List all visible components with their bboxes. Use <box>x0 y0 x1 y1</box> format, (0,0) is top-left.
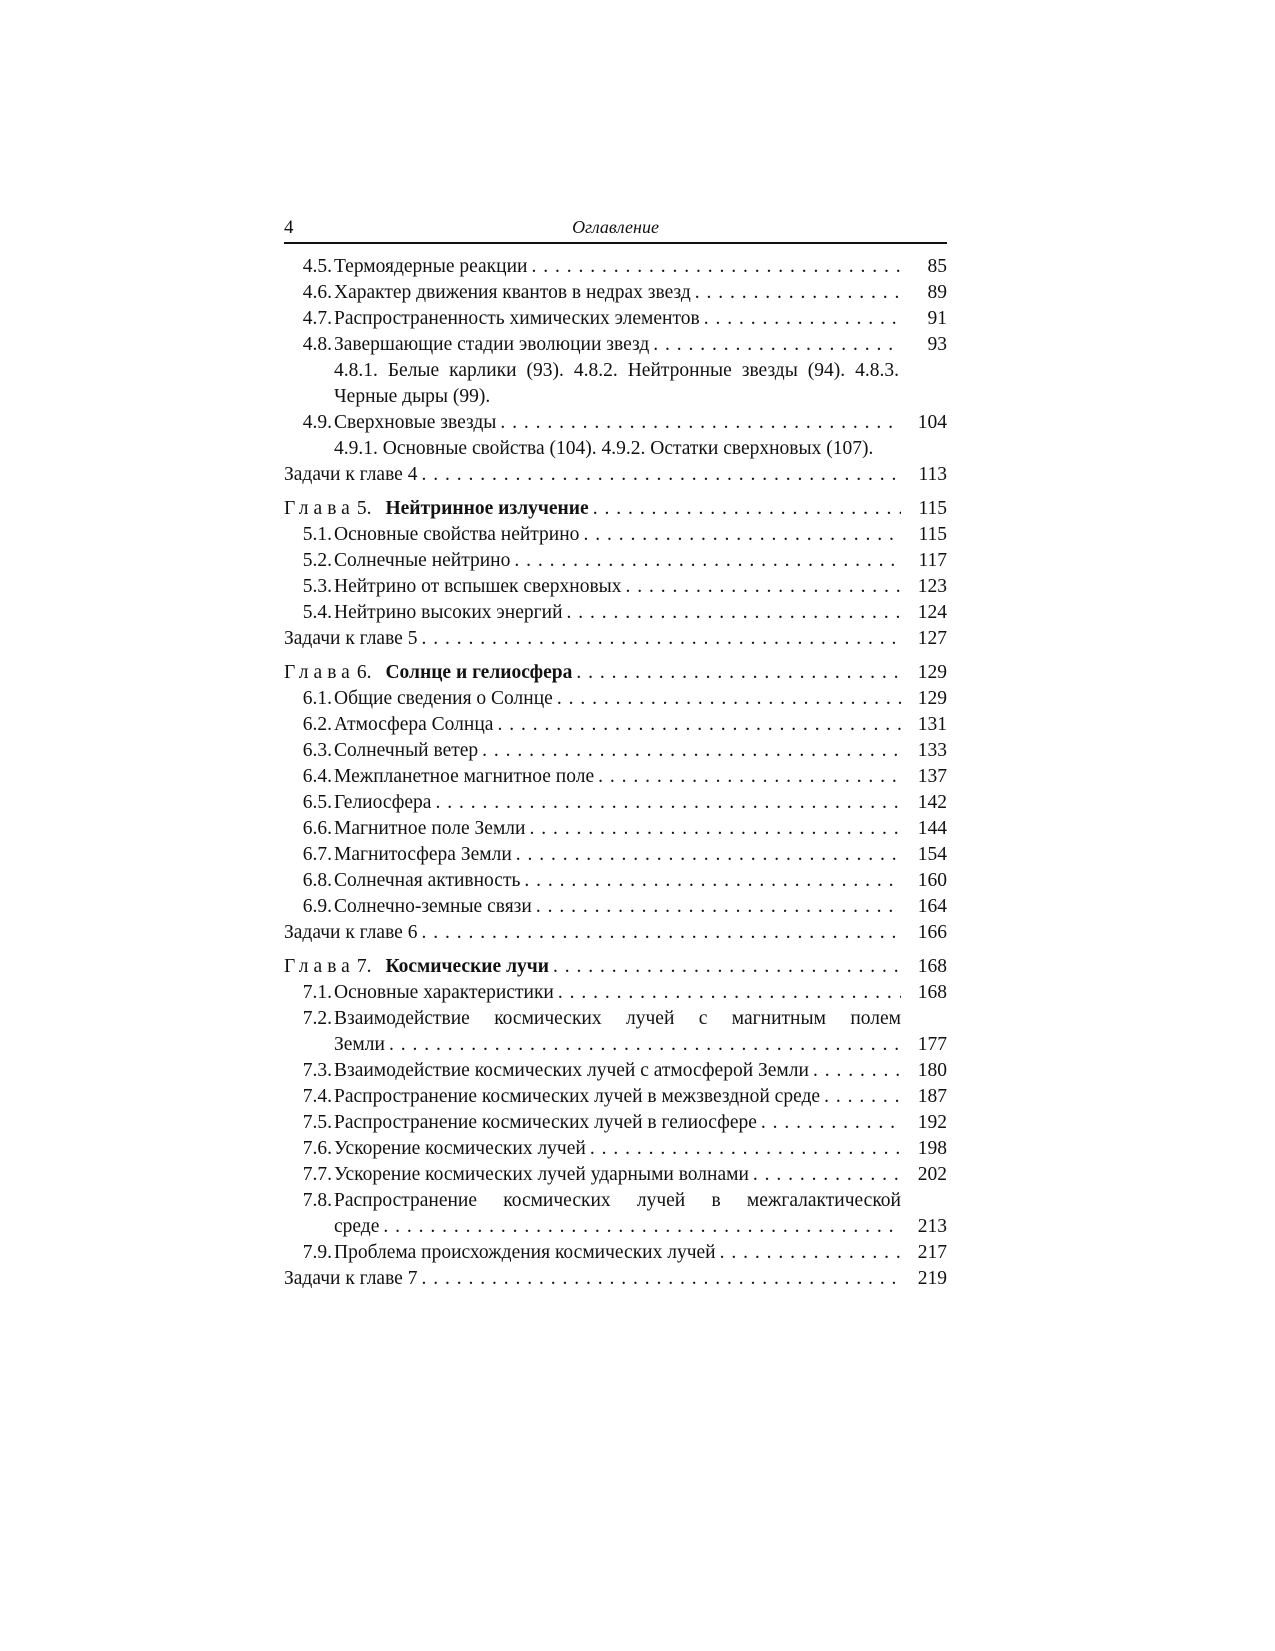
toc-entry[interactable] <box>284 738 947 764</box>
subsection-list[interactable]: 4.9.1. Основные свойства (104). 4.9.2. Остатки сверхновых (107). <box>334 438 874 459</box>
section-title: Ускорение космических лучей <box>334 1138 586 1159</box>
toc-entry[interactable] <box>284 842 947 868</box>
dot-leader <box>529 816 901 842</box>
dot-leader <box>421 462 901 488</box>
page-ref: 168 <box>917 956 947 977</box>
chapter-number: 5. <box>356 498 372 519</box>
dot-leader <box>514 548 901 574</box>
problems-entry[interactable] <box>284 1266 947 1292</box>
dot-leader <box>383 1214 901 1240</box>
title-word: космических <box>494 1008 602 1029</box>
page-ref: 131 <box>917 714 947 735</box>
section-title: Термоядерные реакции <box>334 256 528 277</box>
page-ref: 123 <box>917 576 947 597</box>
title-word: лучей <box>636 1190 686 1211</box>
toc-entry[interactable] <box>284 1136 947 1162</box>
problems-title: Задачи к главе 6 <box>284 922 418 943</box>
dot-leader <box>389 1032 901 1058</box>
page-ref: 129 <box>917 688 947 709</box>
section-number: 5.1. <box>302 524 332 545</box>
section-title: Ускорение космических лучей ударными волнами <box>334 1164 749 1185</box>
dot-leader <box>557 686 901 712</box>
section-number: 6.4. <box>302 766 332 787</box>
section-number: 4.7. <box>302 308 332 329</box>
toc-entry[interactable] <box>284 522 947 548</box>
page-ref: 142 <box>917 792 947 813</box>
problems-title: Задачи к главе 7 <box>284 1268 418 1289</box>
page-ref: 192 <box>917 1112 947 1133</box>
problems-title: Задачи к главе 5 <box>284 628 418 649</box>
section-title-line1 <box>332 1006 947 1032</box>
section-title: Распространение космических лучей в межзвездной среде <box>334 1086 821 1107</box>
page-ref: 91 <box>927 308 947 329</box>
page-ref: 166 <box>917 922 947 943</box>
toc-entry[interactable] <box>284 1084 947 1110</box>
dot-leader <box>497 712 901 738</box>
toc-entry[interactable] <box>284 980 947 1006</box>
toc-entry[interactable] <box>284 306 947 332</box>
page-ref: 168 <box>917 982 947 1003</box>
section-number: 7.6. <box>302 1138 332 1159</box>
toc-entry[interactable] <box>284 1162 947 1188</box>
section-number: 6.6. <box>302 818 332 839</box>
page-ref: 93 <box>927 334 947 355</box>
section-title: Магнитное поле Земли <box>334 818 526 839</box>
title-word: магнитным <box>731 1008 826 1029</box>
section-number: 7.7. <box>302 1164 332 1185</box>
dot-leader <box>553 954 901 980</box>
table-of-contents <box>284 254 947 1292</box>
dot-leader <box>567 600 901 626</box>
section-number: 4.8. <box>302 334 332 355</box>
dot-leader <box>720 1240 901 1266</box>
dot-leader <box>576 660 901 686</box>
title-word: межгалактической <box>746 1190 901 1211</box>
title-word: с <box>698 1008 708 1029</box>
dot-leader <box>516 842 901 868</box>
section-title: Магнитосфера Земли <box>334 844 512 865</box>
dot-leader <box>558 980 901 1006</box>
page-number: 4 <box>284 217 294 238</box>
page-ref: 104 <box>917 412 947 433</box>
page-ref: 198 <box>917 1138 947 1159</box>
page-ref: 89 <box>927 282 947 303</box>
page-ref: 213 <box>917 1216 947 1237</box>
section-number: 7.2. <box>302 1008 332 1029</box>
toc-entry[interactable] <box>284 600 947 626</box>
section-title: Атмосфера Солнца <box>334 714 494 735</box>
section-title: Распространение космических лучей в гелиосфере <box>334 1112 757 1133</box>
chapter-title: Космические лучи <box>385 956 549 977</box>
dot-leader <box>598 764 901 790</box>
page-ref: 217 <box>917 1242 947 1263</box>
subsection-list[interactable]: 4.8.1. Белые карлики (93). 4.8.2. Нейтронные звезды (94). 4.8.3. Черные дыры (99). <box>334 360 899 407</box>
section-title: Характер движения квантов в недрах звезд <box>334 282 691 303</box>
chapter-title: Нейтринное излучение <box>385 498 589 519</box>
running-title: Оглавление <box>572 217 659 237</box>
dot-leader <box>593 496 901 522</box>
section-number: 7.8. <box>302 1190 332 1211</box>
dot-leader <box>421 920 901 946</box>
title-word: полем <box>850 1008 901 1029</box>
problems-entry[interactable] <box>284 626 947 652</box>
toc-entry[interactable] <box>284 816 947 842</box>
chapter-number: 7. <box>356 956 372 977</box>
toc-entry[interactable] <box>284 332 947 358</box>
toc-entry[interactable] <box>284 410 947 436</box>
toc-entry[interactable] <box>284 254 947 280</box>
chapter-number: 6. <box>356 662 372 683</box>
page-ref: 113 <box>918 464 947 485</box>
dot-leader <box>695 280 901 306</box>
toc-entry[interactable] <box>284 280 947 306</box>
dot-leader <box>421 1266 901 1292</box>
page-ref: 115 <box>918 524 947 545</box>
section-title: Солнечные нейтрино <box>334 550 511 571</box>
page-ref: 219 <box>917 1268 947 1289</box>
section-title: Основные свойства нейтрино <box>334 524 580 545</box>
section-number: 4.5. <box>302 256 332 277</box>
section-number: 5.2. <box>302 550 332 571</box>
section-title-line2: среде <box>334 1216 380 1237</box>
dot-leader <box>421 626 901 652</box>
running-header <box>284 212 947 244</box>
page-ref: 85 <box>927 256 947 277</box>
section-number: 7.3. <box>302 1060 332 1081</box>
dot-leader <box>524 868 901 894</box>
section-title: Солнечно-земные связи <box>334 896 532 917</box>
section-title: Солнечный ветер <box>334 740 479 761</box>
dot-leader <box>482 738 901 764</box>
toc-entry[interactable] <box>284 1006 947 1058</box>
chapter-word: Глава <box>284 662 355 683</box>
dot-leader <box>761 1110 901 1136</box>
toc-entry[interactable] <box>284 764 947 790</box>
chapter-word: Глава <box>284 498 355 519</box>
problems-entry[interactable] <box>284 462 947 488</box>
chapter-heading[interactable] <box>284 954 947 980</box>
section-number: 7.4. <box>302 1086 332 1107</box>
page-ref: 124 <box>917 602 947 623</box>
section-title: Солнечная активность <box>334 870 521 891</box>
dot-leader <box>824 1084 901 1110</box>
title-word: Распространение <box>334 1190 478 1211</box>
page-ref: 160 <box>917 870 947 891</box>
section-title-line2: Земли <box>334 1034 385 1055</box>
dot-leader <box>583 522 901 548</box>
dot-leader <box>590 1136 901 1162</box>
toc-entry[interactable] <box>284 1058 947 1084</box>
title-word: в <box>711 1190 721 1211</box>
toc-entry[interactable] <box>284 548 947 574</box>
chapter-heading[interactable] <box>284 496 947 522</box>
dot-leader <box>536 894 901 920</box>
toc-entry[interactable] <box>284 1240 947 1266</box>
section-title: Взаимодействие космических лучей с атмосферой Земли <box>334 1060 809 1081</box>
toc-entry[interactable] <box>284 790 947 816</box>
title-word: лучей <box>626 1008 675 1029</box>
section-title: Сверхновые звезды <box>334 412 497 433</box>
section-title: Гелиосфера <box>334 792 432 813</box>
page-ref: 127 <box>917 628 947 649</box>
section-number: 6.5. <box>302 792 332 813</box>
page-ref: 164 <box>917 896 947 917</box>
problems-entry[interactable] <box>284 920 947 946</box>
problems-title: Задачи к главе 4 <box>284 464 418 485</box>
page-ref: 202 <box>917 1164 947 1185</box>
dot-leader <box>500 410 901 436</box>
toc-entry[interactable] <box>284 686 947 712</box>
chapter-heading[interactable] <box>284 660 947 686</box>
page-ref: 180 <box>917 1060 947 1081</box>
toc-entry[interactable] <box>284 574 947 600</box>
section-title-line1 <box>332 1188 947 1214</box>
section-title: Общие сведения о Солнце <box>334 688 553 709</box>
section-title: Распространенность химических элементов <box>334 308 700 329</box>
page-ref: 115 <box>918 498 947 519</box>
page-ref: 117 <box>918 550 947 571</box>
page-ref: 144 <box>917 818 947 839</box>
section-title: Нейтрино от вспышек сверхновых <box>334 576 622 597</box>
page-ref: 177 <box>917 1034 947 1055</box>
page-ref: 133 <box>917 740 947 761</box>
page-ref: 129 <box>917 662 947 683</box>
section-title: Нейтрино высоких энергий <box>334 602 563 623</box>
page-ref: 154 <box>917 844 947 865</box>
section-title: Завершающие стадии эволюции звезд <box>334 334 650 355</box>
section-title: Основные характеристики <box>334 982 554 1003</box>
section-number: 5.4. <box>302 602 332 623</box>
toc-entry[interactable] <box>284 868 947 894</box>
dot-leader <box>626 574 901 600</box>
section-number: 7.1. <box>302 982 332 1003</box>
page-ref: 187 <box>917 1086 947 1107</box>
section-number: 7.5. <box>302 1112 332 1133</box>
section-number: 4.9. <box>302 412 332 433</box>
section-number: 6.7. <box>302 844 332 865</box>
section-number: 6.2. <box>302 714 332 735</box>
section-title: Проблема происхождения космических лучей <box>334 1242 716 1263</box>
dot-leader <box>653 332 901 358</box>
dot-leader <box>704 306 901 332</box>
dot-leader <box>531 254 901 280</box>
title-word: Взаимодействие <box>334 1008 470 1029</box>
toc-entry[interactable] <box>284 712 947 738</box>
toc-entry[interactable] <box>284 1110 947 1136</box>
section-number: 4.6. <box>302 282 332 303</box>
section-title: Межпланетное магнитное поле <box>334 766 595 787</box>
toc-entry[interactable] <box>284 894 947 920</box>
section-number: 7.9. <box>302 1242 332 1263</box>
toc-page <box>284 212 947 1292</box>
section-number: 5.3. <box>302 576 332 597</box>
section-number: 6.1. <box>302 688 332 709</box>
section-number: 6.3. <box>302 740 332 761</box>
chapter-word: Глава <box>284 956 355 977</box>
dot-leader <box>435 790 901 816</box>
section-number: 6.9. <box>302 896 332 917</box>
chapter-title: Солнце и гелиосфера <box>385 662 573 683</box>
title-word: космических <box>503 1190 611 1211</box>
page-ref: 137 <box>917 766 947 787</box>
toc-entry[interactable] <box>284 1188 947 1240</box>
section-number: 6.8. <box>302 870 332 891</box>
dot-leader <box>813 1058 901 1084</box>
dot-leader <box>753 1162 901 1188</box>
